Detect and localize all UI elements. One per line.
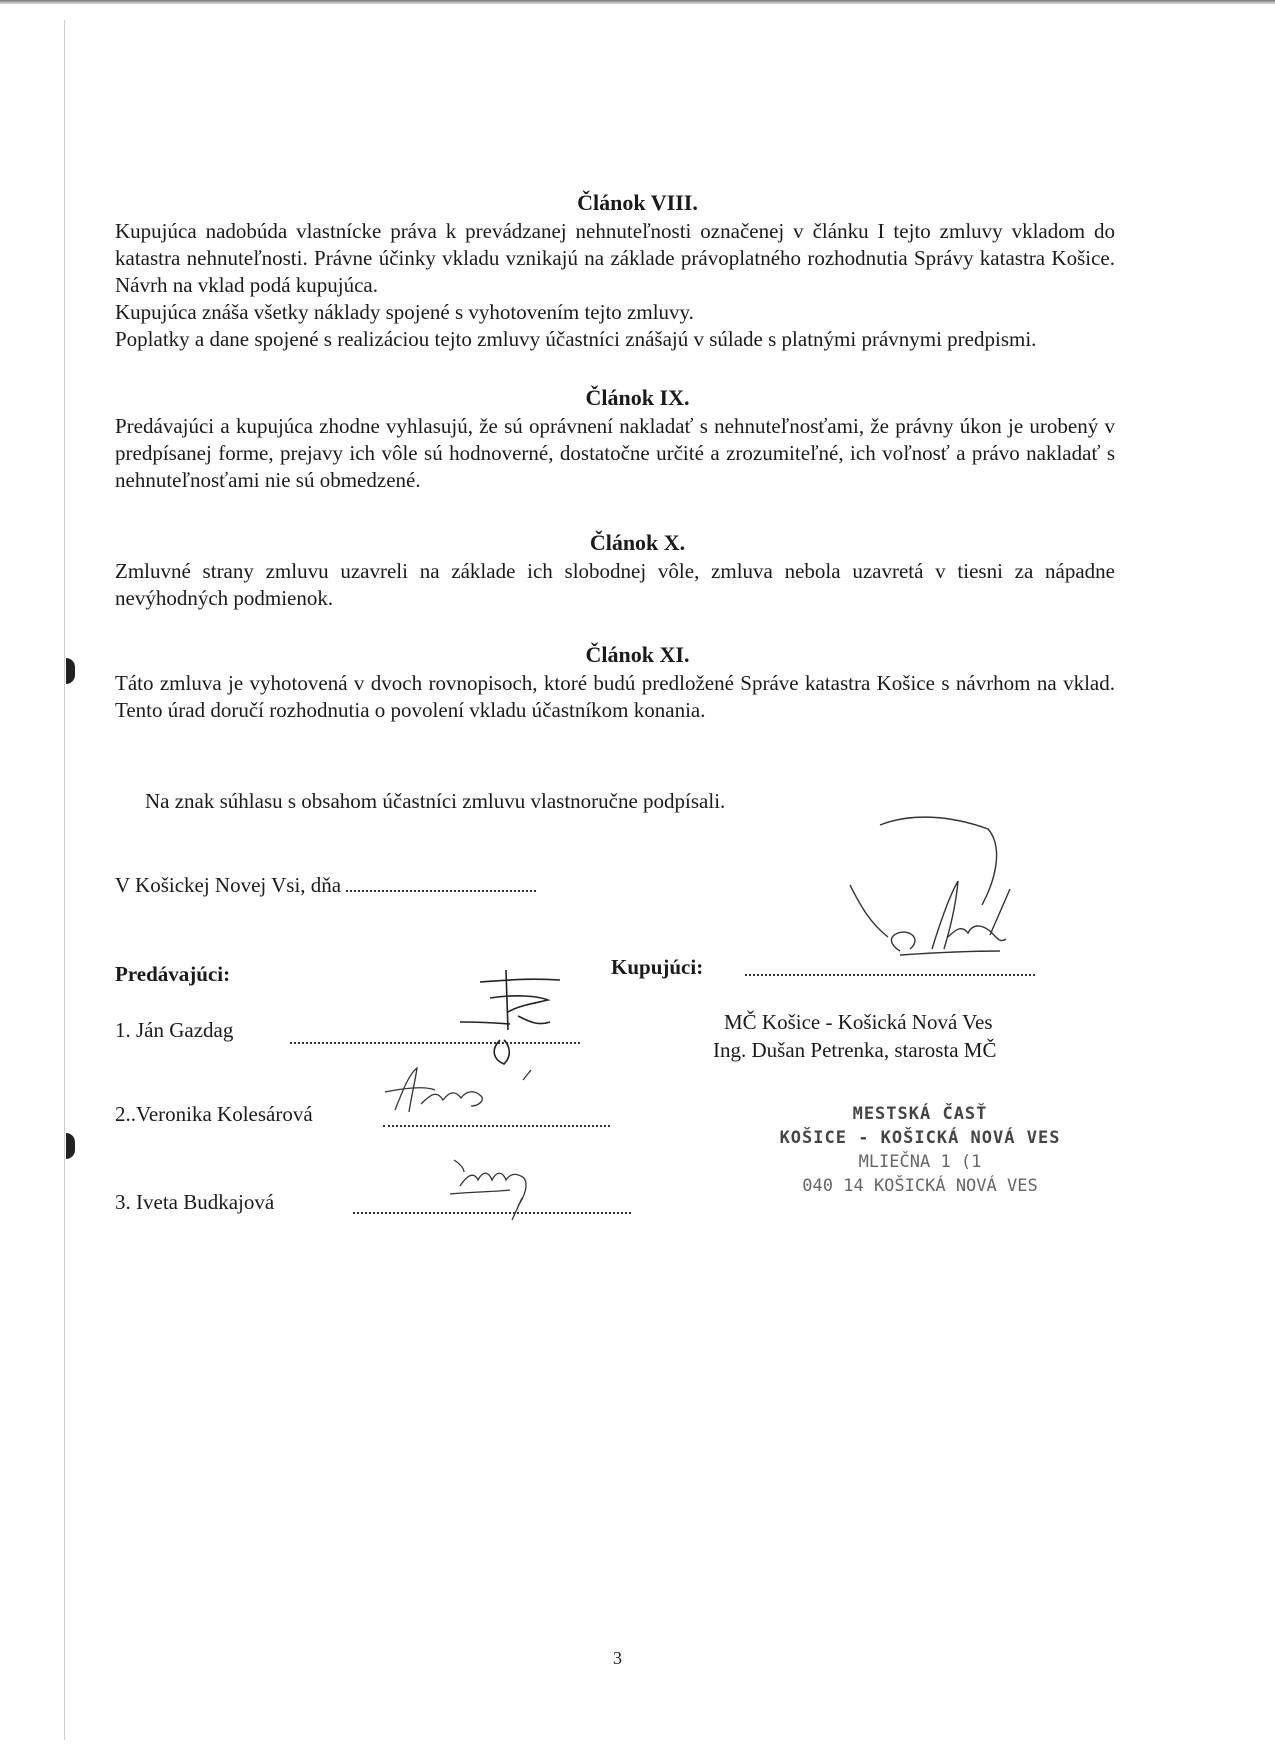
seller-1-name: 1. Ján Gazdag — [115, 1018, 234, 1042]
municipal-stamp — [760, 1102, 1080, 1198]
seller-2-signature — [375, 1060, 545, 1125]
article-10-paragraph: Zmluvné strany zmluvu uzavreli na základe ich slobodnej vôle, zmluva nebola uzavretá v tiesni za nápadne nevýhodných podmienok. — [115, 559, 1115, 610]
date-blank — [346, 872, 536, 892]
scan-margin-line — [64, 20, 65, 1740]
stamp-line-1: MESTSKÁ ČASŤ — [852, 1104, 988, 1124]
place-date-line — [115, 872, 536, 898]
article-9-heading: Článok IX. — [585, 385, 690, 410]
article-8-paragraph-1: Kupujúca nadobúda vlastnícke práva k prevádzanej nehnuteľnosti označenej v článku I tejto zmluvy vkladom do katastra nehnuteľnosti. Právne účinky vkladu vznikajú na základe právoplatného rozhodnutia Správy katastra Košice. Návrh na vklad podá kupujúca. — [115, 219, 1115, 297]
punch-hole-mark — [66, 1133, 75, 1159]
article-8-heading: Článok VIII. — [577, 190, 698, 215]
article-8-paragraph-2: Kupujúca znáša všetky náklady spojené s vyhotovením tejto zmluvy. — [115, 300, 694, 324]
place-date-label: V Košickej Novej Vsi, dňa — [115, 873, 342, 897]
buyer-signature — [840, 805, 1040, 965]
page-number: 3 — [613, 1648, 622, 1668]
closing-statement: Na znak súhlasu s obsahom účastníci zmluvu vlastnoručne podpísali. — [145, 789, 726, 813]
buyer-representative: Ing. Dušan Petrenka, starosta MČ — [713, 1038, 997, 1062]
seller-2-name: 2..Veronika Kolesárová — [115, 1102, 313, 1126]
seller-3-signature — [430, 1150, 560, 1225]
article-11-paragraph: Táto zmluva je vyhotovená v dvoch rovnopisoch, ktoré budú predložené Správe katastra Košice s návrhom na vklad. Tento úrad doručí rozhodnutia o povolení vkladu účastníkom konania. — [115, 671, 1115, 722]
sellers-label: Predávajúci: — [115, 962, 231, 986]
buyer-label: Kupujúci: — [611, 955, 704, 979]
scan-edge — [0, 0, 1275, 4]
article-8-paragraph-3: Poplatky a dane spojené s realizáciou tejto zmluvy účastníci znášajú v súlade s platnými právnymi predpismi. — [115, 327, 1037, 351]
buyer-name: MČ Košice - Košická Nová Ves — [724, 1010, 993, 1034]
article-11-heading: Článok XI. — [585, 642, 690, 667]
stamp-line-2: KOŠICE - KOŠICKÁ NOVÁ VES — [779, 1128, 1061, 1148]
stamp-line-4: 040 14 KOŠICKÁ NOVÁ VES — [802, 1176, 1038, 1196]
stamp-line-3: MLIEČNA 1 (1 — [858, 1152, 982, 1172]
article-9-paragraph: Predávajúci a kupujúca zhodne vyhlasujú, že sú oprávnení nakladať s nehnuteľnosťami, že právny úkon je urobený v predpísanej forme, prejavy ich vôle sú hodnoverné, dostatočne určité a zrozumiteľné, ich voľnosť a právo nakladať s nehnuteľnosťami nie sú obmedzené. — [115, 414, 1115, 492]
article-10-heading: Článok X. — [589, 530, 686, 555]
seller-3-name: 3. Iveta Budkajová — [115, 1190, 275, 1214]
